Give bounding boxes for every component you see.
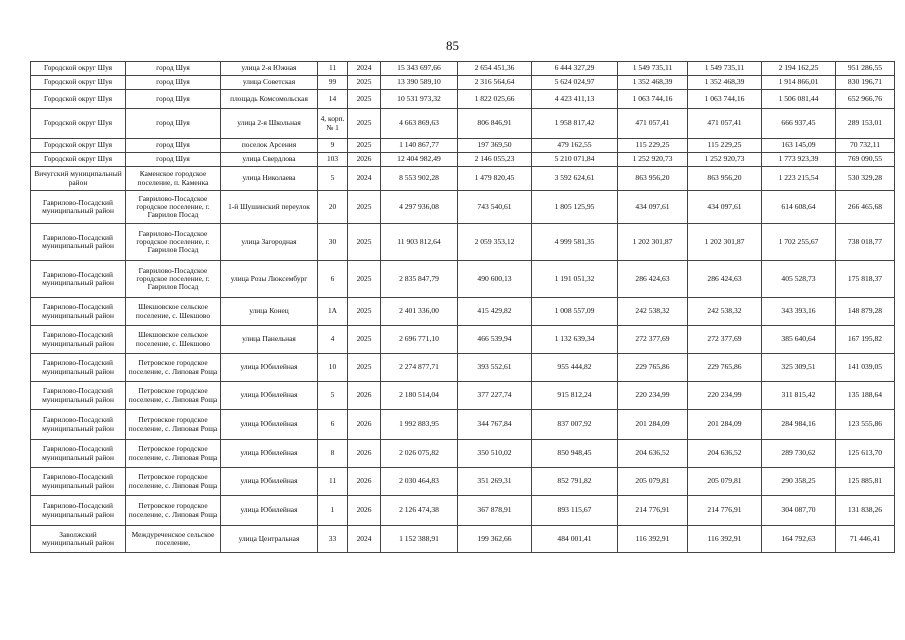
cell-owners-funds: 863 956,20 (688, 167, 762, 191)
cell-settlement: Гаврилово-Посадское городское поселение, г. Гаврилов Посад (126, 224, 221, 261)
cell-owners-funds: 242 538,32 (688, 298, 762, 326)
cell-house: 4, корп. № 1 (318, 109, 348, 139)
cell-house: 8 (318, 440, 348, 468)
cell-owners-funds: 116 392,91 (688, 526, 762, 553)
cell-street: улица Николаева (221, 167, 318, 191)
table-row (31, 76, 895, 90)
cell-region-budget: 955 444,82 (532, 354, 618, 382)
cell-owners-funds: 1 549 735,11 (688, 62, 762, 76)
cell-house: 6 (318, 261, 348, 298)
cell-fund: 351 269,31 (458, 468, 532, 496)
cell-total: 15 343 697,66 (381, 62, 458, 76)
cell-house: 14 (318, 90, 348, 109)
cell-region-budget: 852 791,82 (532, 468, 618, 496)
cell-owners-funds: 272 377,69 (688, 326, 762, 354)
cell-contribution: 385 640,64 (762, 326, 836, 354)
cell-owners-funds: 1 352 468,39 (688, 76, 762, 90)
cell-contribution: 284 984,16 (762, 410, 836, 440)
cell-surplus: 70 732,11 (836, 139, 895, 153)
cell-year: 2025 (348, 298, 381, 326)
cell-house: 1 (318, 496, 348, 526)
cell-local-budget: 434 097,61 (618, 191, 688, 224)
cell-street: улица Советская (221, 76, 318, 90)
cell-municipality: Городской округ Шуя (31, 139, 126, 153)
cell-owners-funds: 434 097,61 (688, 191, 762, 224)
cell-surplus: 830 196,71 (836, 76, 895, 90)
cell-street: улица Юбилейная (221, 382, 318, 410)
cell-owners-funds: 1 202 301,87 (688, 224, 762, 261)
cell-surplus: 131 838,26 (836, 496, 895, 526)
table-body (31, 62, 895, 553)
cell-year: 2025 (348, 261, 381, 298)
cell-region-budget: 850 948,45 (532, 440, 618, 468)
cell-local-budget: 471 057,41 (618, 109, 688, 139)
cell-municipality: Гаврилово-Посадский муниципальный район (31, 261, 126, 298)
table-row (31, 440, 895, 468)
cell-contribution: 1 702 255,67 (762, 224, 836, 261)
table-row (31, 191, 895, 224)
cell-total: 1 152 388,91 (381, 526, 458, 553)
cell-local-budget: 1 549 735,11 (618, 62, 688, 76)
cell-fund: 2 059 353,12 (458, 224, 532, 261)
cell-house: 20 (318, 191, 348, 224)
table-row (31, 62, 895, 76)
cell-region-budget: 4 999 581,35 (532, 224, 618, 261)
cell-surplus: 125 885,81 (836, 468, 895, 496)
cell-year: 2025 (348, 224, 381, 261)
cell-year: 2025 (348, 76, 381, 90)
cell-owners-funds: 214 776,91 (688, 496, 762, 526)
cell-settlement: Гаврилово-Посадское городское поселение, г. Гаврилов Посад (126, 261, 221, 298)
cell-region-budget: 1 008 557,09 (532, 298, 618, 326)
table-row (31, 224, 895, 261)
table-row (31, 167, 895, 191)
cell-fund: 377 227,74 (458, 382, 532, 410)
cell-total: 2 696 771,10 (381, 326, 458, 354)
cell-house: 1А (318, 298, 348, 326)
cell-local-budget: 863 956,20 (618, 167, 688, 191)
cell-fund: 466 539,94 (458, 326, 532, 354)
cell-house: 5 (318, 382, 348, 410)
cell-settlement: город Шуя (126, 76, 221, 90)
cell-settlement: Междуреченское сельское поселение, (126, 526, 221, 553)
cell-owners-funds: 220 234,99 (688, 382, 762, 410)
cell-settlement: город Шуя (126, 139, 221, 153)
cell-municipality: Заволжский муниципальный район (31, 526, 126, 553)
cell-local-budget: 214 776,91 (618, 496, 688, 526)
cell-local-budget: 272 377,69 (618, 326, 688, 354)
cell-total: 2 835 847,79 (381, 261, 458, 298)
cell-owners-funds: 204 636,52 (688, 440, 762, 468)
cell-settlement: Шекшовское сельское поселение, с. Шекшово (126, 298, 221, 326)
cell-fund: 743 540,61 (458, 191, 532, 224)
cell-region-budget: 893 115,67 (532, 496, 618, 526)
cell-municipality: Гаврилово-Посадский муниципальный район (31, 468, 126, 496)
cell-contribution: 325 309,51 (762, 354, 836, 382)
cell-contribution: 311 815,42 (762, 382, 836, 410)
cell-street: улица Юбилейная (221, 354, 318, 382)
cell-settlement: Петровское городское поселение, с. Липовая Роща (126, 410, 221, 440)
table-row (31, 354, 895, 382)
cell-contribution: 1 773 923,39 (762, 153, 836, 167)
cell-year: 2025 (348, 109, 381, 139)
cell-year: 2026 (348, 410, 381, 440)
cell-fund: 1 822 025,66 (458, 90, 532, 109)
cell-total: 8 553 902,28 (381, 167, 458, 191)
cell-settlement: город Шуя (126, 109, 221, 139)
cell-contribution: 289 730,62 (762, 440, 836, 468)
cell-municipality: Городской округ Шуя (31, 76, 126, 90)
cell-municipality: Гаврилово-Посадский муниципальный район (31, 298, 126, 326)
cell-year: 2026 (348, 382, 381, 410)
cell-total: 2 030 464,83 (381, 468, 458, 496)
cell-local-budget: 115 229,25 (618, 139, 688, 153)
cell-surplus: 71 446,41 (836, 526, 895, 553)
cell-municipality: Гаврилово-Посадский муниципальный район (31, 410, 126, 440)
cell-contribution: 1 506 081,44 (762, 90, 836, 109)
cell-local-budget: 204 636,52 (618, 440, 688, 468)
table-row (31, 153, 895, 167)
cell-fund: 806 846,91 (458, 109, 532, 139)
cell-owners-funds: 115 229,25 (688, 139, 762, 153)
cell-owners-funds: 205 079,81 (688, 468, 762, 496)
cell-house: 33 (318, 526, 348, 553)
cell-house: 10 (318, 354, 348, 382)
cell-surplus: 289 153,01 (836, 109, 895, 139)
cell-total: 2 180 514,04 (381, 382, 458, 410)
cell-surplus: 148 879,28 (836, 298, 895, 326)
cell-street: улица Загородная (221, 224, 318, 261)
cell-street: улица Центральная (221, 526, 318, 553)
cell-contribution: 304 087,70 (762, 496, 836, 526)
cell-surplus: 769 090,55 (836, 153, 895, 167)
cell-local-budget: 220 234,99 (618, 382, 688, 410)
cell-street: улица Юбилейная (221, 496, 318, 526)
cell-contribution: 666 937,45 (762, 109, 836, 139)
cell-surplus: 175 818,37 (836, 261, 895, 298)
cell-region-budget: 5 210 071,84 (532, 153, 618, 167)
cell-street: улица Конец (221, 298, 318, 326)
cell-fund: 2 316 564,64 (458, 76, 532, 90)
cell-settlement: Гаврилово-Посадское городское поселение, г. Гаврилов Посад (126, 191, 221, 224)
cell-contribution: 405 528,73 (762, 261, 836, 298)
cell-year: 2025 (348, 326, 381, 354)
cell-settlement: Петровское городское поселение, с. Липовая Роща (126, 440, 221, 468)
cell-contribution: 2 194 162,25 (762, 62, 836, 76)
cell-settlement: Петровское городское поселение, с. Липовая Роща (126, 354, 221, 382)
cell-region-budget: 1 191 051,32 (532, 261, 618, 298)
cell-year: 2025 (348, 90, 381, 109)
cell-owners-funds: 1 063 744,16 (688, 90, 762, 109)
cell-surplus: 141 039,05 (836, 354, 895, 382)
cell-street: улица Розы Люксембург (221, 261, 318, 298)
cell-settlement: город Шуя (126, 62, 221, 76)
cell-region-budget: 1 958 817,42 (532, 109, 618, 139)
table-row (31, 261, 895, 298)
cell-year: 2024 (348, 62, 381, 76)
cell-contribution: 1 223 215,54 (762, 167, 836, 191)
cell-fund: 2 146 055,23 (458, 153, 532, 167)
cell-municipality: Гаврилово-Посадский муниципальный район (31, 224, 126, 261)
cell-surplus: 951 286,55 (836, 62, 895, 76)
cell-fund: 490 600,13 (458, 261, 532, 298)
cell-year: 2026 (348, 468, 381, 496)
cell-year: 2026 (348, 496, 381, 526)
table-row (31, 109, 895, 139)
cell-owners-funds: 471 057,41 (688, 109, 762, 139)
cell-surplus: 738 018,77 (836, 224, 895, 261)
cell-house: 30 (318, 224, 348, 261)
cell-fund: 199 362,66 (458, 526, 532, 553)
cell-owners-funds: 229 765,86 (688, 354, 762, 382)
cell-street: улица Юбилейная (221, 410, 318, 440)
cell-settlement: город Шуя (126, 90, 221, 109)
cell-total: 2 274 877,71 (381, 354, 458, 382)
cell-local-budget: 201 284,09 (618, 410, 688, 440)
cell-local-budget: 1 202 301,87 (618, 224, 688, 261)
cell-house: 5 (318, 167, 348, 191)
cell-municipality: Гаврилово-Посадский муниципальный район (31, 382, 126, 410)
table-row (31, 496, 895, 526)
cell-municipality: Гаврилово-Посадский муниципальный район (31, 191, 126, 224)
cell-year: 2025 (348, 139, 381, 153)
cell-total: 2 026 075,82 (381, 440, 458, 468)
cell-fund: 415 429,82 (458, 298, 532, 326)
cell-fund: 393 552,61 (458, 354, 532, 382)
cell-contribution: 614 608,64 (762, 191, 836, 224)
cell-surplus: 167 195,82 (836, 326, 895, 354)
table-row (31, 90, 895, 109)
cell-municipality: Городской округ Шуя (31, 62, 126, 76)
cell-local-budget: 286 424,63 (618, 261, 688, 298)
cell-total: 4 663 869,63 (381, 109, 458, 139)
cell-owners-funds: 201 284,09 (688, 410, 762, 440)
cell-contribution: 164 792,63 (762, 526, 836, 553)
cell-region-budget: 837 007,92 (532, 410, 618, 440)
cell-total: 2 126 474,38 (381, 496, 458, 526)
table-row (31, 326, 895, 354)
cell-surplus: 125 613,70 (836, 440, 895, 468)
cell-municipality: Вичугский муниципальный район (31, 167, 126, 191)
cell-house: 11 (318, 62, 348, 76)
cell-local-budget: 116 392,91 (618, 526, 688, 553)
cell-total: 4 297 936,08 (381, 191, 458, 224)
cell-settlement: Шекшовское сельское поселение, с. Шекшово (126, 326, 221, 354)
cell-street: 1-й Шушинский переулок (221, 191, 318, 224)
cell-total: 2 401 336,00 (381, 298, 458, 326)
cell-settlement: Петровское городское поселение, с. Липовая Роща (126, 468, 221, 496)
table-row (31, 526, 895, 553)
cell-year: 2024 (348, 167, 381, 191)
cell-fund: 1 479 820,45 (458, 167, 532, 191)
cell-region-budget: 479 162,55 (532, 139, 618, 153)
cell-house: 4 (318, 326, 348, 354)
cell-fund: 197 369,50 (458, 139, 532, 153)
cell-surplus: 530 329,28 (836, 167, 895, 191)
table-row (31, 410, 895, 440)
cell-year: 2026 (348, 440, 381, 468)
cell-local-budget: 1 252 920,73 (618, 153, 688, 167)
cell-local-budget: 205 079,81 (618, 468, 688, 496)
cell-municipality: Гаврилово-Посадский муниципальный район (31, 440, 126, 468)
cell-region-budget: 4 423 411,13 (532, 90, 618, 109)
cell-year: 2024 (348, 526, 381, 553)
table-row (31, 382, 895, 410)
table-row (31, 468, 895, 496)
cell-region-budget: 3 592 624,61 (532, 167, 618, 191)
cell-street: поселок Арсения (221, 139, 318, 153)
cell-contribution: 290 358,25 (762, 468, 836, 496)
cell-house: 103 (318, 153, 348, 167)
table-row (31, 139, 895, 153)
page-number: 85 (446, 38, 459, 53)
cell-municipality: Городской округ Шуя (31, 153, 126, 167)
cell-street: улица Панельная (221, 326, 318, 354)
cell-region-budget: 915 812,24 (532, 382, 618, 410)
cell-house: 9 (318, 139, 348, 153)
cell-total: 1 992 883,95 (381, 410, 458, 440)
cell-municipality: Городской округ Шуя (31, 109, 126, 139)
cell-surplus: 123 555,86 (836, 410, 895, 440)
cell-total: 10 531 973,32 (381, 90, 458, 109)
cell-contribution: 1 914 866,01 (762, 76, 836, 90)
cell-settlement: Каменское городское поселение, п. Каменка (126, 167, 221, 191)
cell-fund: 2 654 451,36 (458, 62, 532, 76)
cell-local-budget: 1 352 468,39 (618, 76, 688, 90)
cell-contribution: 343 393,16 (762, 298, 836, 326)
housing-repair-table (30, 61, 895, 553)
cell-region-budget: 5 624 024,97 (532, 76, 618, 90)
cell-settlement: Петровское городское поселение, с. Липовая Роща (126, 496, 221, 526)
cell-region-budget: 1 132 639,34 (532, 326, 618, 354)
cell-region-budget: 6 444 327,29 (532, 62, 618, 76)
cell-street: улица 2-я Школьная (221, 109, 318, 139)
cell-street: площадь Комсомольская (221, 90, 318, 109)
cell-local-budget: 1 063 744,16 (618, 90, 688, 109)
cell-fund: 344 767,84 (458, 410, 532, 440)
cell-total: 12 404 982,49 (381, 153, 458, 167)
cell-surplus: 135 188,64 (836, 382, 895, 410)
cell-total: 1 140 867,77 (381, 139, 458, 153)
cell-owners-funds: 286 424,63 (688, 261, 762, 298)
cell-year: 2025 (348, 191, 381, 224)
cell-surplus: 266 465,68 (836, 191, 895, 224)
cell-local-budget: 229 765,86 (618, 354, 688, 382)
cell-surplus: 652 966,76 (836, 90, 895, 109)
cell-house: 6 (318, 410, 348, 440)
cell-street: улица Юбилейная (221, 440, 318, 468)
cell-municipality: Гаврилово-Посадский муниципальный район (31, 496, 126, 526)
cell-owners-funds: 1 252 920,73 (688, 153, 762, 167)
cell-house: 99 (318, 76, 348, 90)
cell-region-budget: 484 001,41 (532, 526, 618, 553)
cell-total: 11 903 812,64 (381, 224, 458, 261)
cell-settlement: город Шуя (126, 153, 221, 167)
cell-municipality: Гаврилово-Посадский муниципальный район (31, 354, 126, 382)
cell-contribution: 163 145,09 (762, 139, 836, 153)
cell-settlement: Петровское городское поселение, с. Липовая Роща (126, 382, 221, 410)
cell-municipality: Городской округ Шуя (31, 90, 126, 109)
cell-fund: 367 878,91 (458, 496, 532, 526)
cell-year: 2025 (348, 354, 381, 382)
cell-house: 11 (318, 468, 348, 496)
cell-street: улица Юбилейная (221, 468, 318, 496)
cell-street: улица Свердлова (221, 153, 318, 167)
table-row (31, 298, 895, 326)
cell-local-budget: 242 538,32 (618, 298, 688, 326)
cell-total: 13 390 589,10 (381, 76, 458, 90)
cell-fund: 350 510,02 (458, 440, 532, 468)
cell-municipality: Гаврилово-Посадский муниципальный район (31, 326, 126, 354)
cell-year: 2026 (348, 153, 381, 167)
cell-street: улица 2-я Южная (221, 62, 318, 76)
cell-region-budget: 1 805 125,95 (532, 191, 618, 224)
